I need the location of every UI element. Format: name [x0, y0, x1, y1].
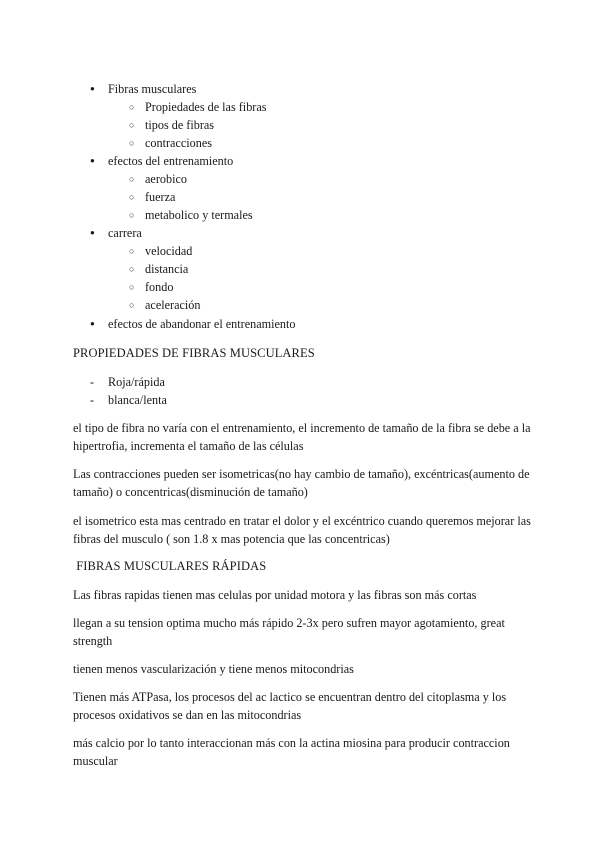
- outline-subitem: ○ contracciones: [145, 135, 212, 151]
- outline-item: ● efectos de abandonar el entrenamiento: [108, 316, 295, 332]
- paragraph: llegan a su tension optima mucho más rápido 2-3x pero sufren mayor agotamiento, great strength: [73, 616, 505, 648]
- outline-item: ● efectos del entrenamiento: [108, 153, 233, 169]
- paragraph: el isometrico esta mas centrado en tratar el dolor y el excéntrico cuando queremos mejorar las fibras del musculo ( son 1.8 x mas potencia que las concentricas): [73, 514, 531, 546]
- outline-subitem: ○ distancia: [145, 261, 188, 277]
- outline-subitem: ○ aceleración: [145, 297, 200, 313]
- outline-subitem: ○ velocidad: [145, 243, 192, 259]
- dash-item: - blanca/lenta: [108, 392, 167, 408]
- outline-subitem: ○ metabolico y termales: [145, 207, 253, 223]
- outline-item: ● Fibras musculares: [108, 81, 196, 97]
- dash-item: - Roja/rápida: [108, 374, 165, 390]
- section-heading: FIBRAS MUSCULARES RÁPIDAS: [73, 559, 267, 573]
- paragraph: Tienen más ATPasa, los procesos del ac lactico se encuentran dentro del citoplasma y los procesos oxidativos se dan en las mitocondrias: [73, 690, 507, 722]
- section-heading: PROPIEDADES DE FIBRAS MUSCULARES: [73, 346, 315, 360]
- paragraph: Las contracciones pueden ser isometricas(no hay cambio de tamaño), excéntricas(aumento de tamaño) o concentricas(disminución de tamaño): [73, 467, 530, 499]
- outline-subitem: ○ Propiedades de las fibras: [145, 99, 267, 115]
- outline-subitem: ○ tipos de fibras: [145, 117, 214, 133]
- paragraph: más calcio por lo tanto interaccionan más con la actina miosina para producir contraccion muscular: [73, 736, 510, 768]
- outline-item: ● carrera: [108, 225, 142, 241]
- paragraph: el tipo de fibra no varía con el entrenamiento, el incremento de tamaño de la fibra se debe a la hipertrofia, incrementa el tamaño de las células: [73, 421, 531, 453]
- outline-subitem: ○ fuerza: [145, 189, 175, 205]
- paragraph: tienen menos vascularización y tiene menos mitocondrias: [73, 662, 354, 676]
- outline-subitem: ○ fondo: [145, 279, 173, 295]
- outline-subitem: ○ aerobico: [145, 171, 187, 187]
- paragraph: Las fibras rapidas tienen mas celulas por unidad motora y las fibras son más cortas: [73, 588, 477, 602]
